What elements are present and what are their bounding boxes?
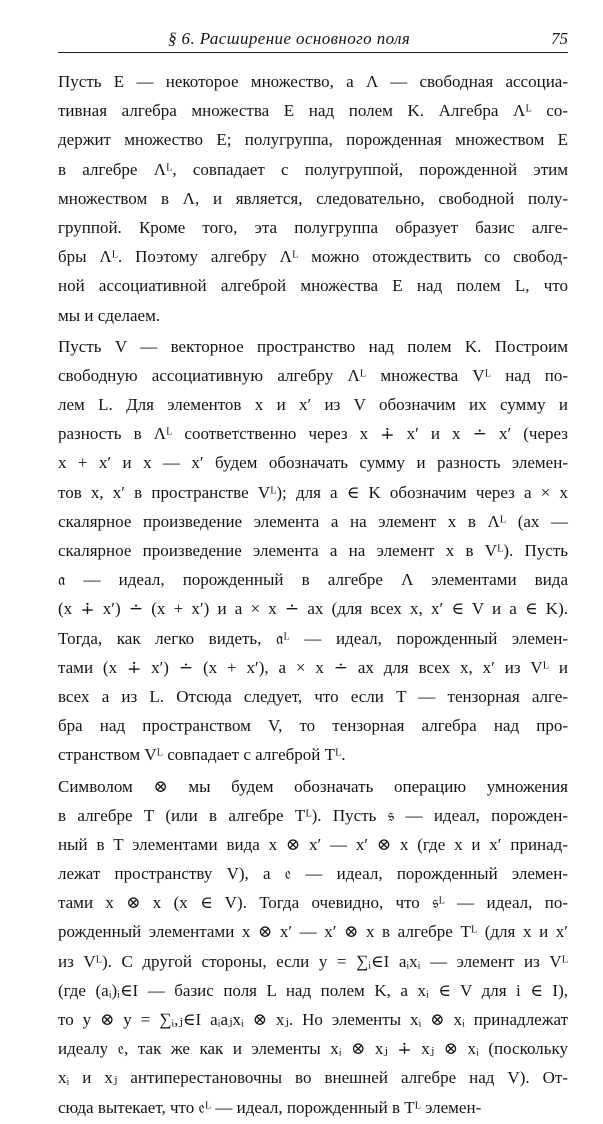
- text-line: ный в T элементами вида x ⊗ x′ — x′ ⊗ x (где x и x′ принад-: [58, 834, 568, 854]
- text-line: скалярное произведение элемента a на элемент x в Λᴸ (ax —: [58, 511, 568, 531]
- paragraph: [58, 332, 568, 770]
- paragraph: [58, 67, 568, 330]
- text-line: множеством в Λ, и является, следовательно, свободной полу-: [58, 188, 568, 208]
- text-line: скалярное произведение элемента a на элемент x в Vᴸ). Пусть: [58, 541, 568, 560]
- text-line: держит множество E; полугруппа, порожденная множеством E: [58, 130, 568, 150]
- paragraph: [58, 772, 568, 1122]
- text-line: тивная алгебра множества E над полем K. Алгебра Λᴸ со-: [58, 101, 568, 121]
- text-line: 𝔞 — идеал, порожденный в алгебре Λ элементами вида: [58, 570, 568, 590]
- text-line: группой. Кроме того, эта полугруппа образует базис алге-: [58, 217, 568, 237]
- text-line: разность в Λᴸ соответственно через x ∔ x′ и x ∸ x′ (через: [58, 424, 568, 444]
- text-line: Пусть V — векторное пространство над полем K. Построим: [58, 336, 568, 356]
- text-line: в алгебре Λᴸ, совпадает с полугруппой, порожденной этим: [58, 159, 568, 179]
- text-line: лем L. Для элементов x и x′ из V обозначим их сумму и: [58, 395, 568, 415]
- text-line: странством Vᴸ совпадает с алгеброй Tᴸ.: [58, 745, 346, 765]
- text-line: x + x′ и x — x′ будем обозначать сумму и разность элемен-: [58, 453, 568, 473]
- text-line: из Vᴸ). С другой стороны, если y = ∑ᵢ∈I aᵢxᵢ — элемент из Vᴸ: [58, 951, 568, 971]
- text-line: бры Λᴸ. Поэтому алгебру Λᴸ можно отождествить со свобод-: [58, 247, 568, 267]
- text-line: всех a из L. Отсюда следует, что если T — тензорная алге-: [58, 686, 568, 706]
- chapter-title: § 6. Расширение основного поля: [168, 29, 411, 48]
- text-line: (x ∔ x′) ∸ (x + x′) и a × x ∸ ax (для всех x, x′ ∈ V и a ∈ K).: [58, 599, 568, 619]
- text-line: Пусть E — некоторое множество, а Λ — свободная ассоциа-: [58, 72, 568, 91]
- text-line: в алгебре T (или в алгебре Tᴸ). Пусть 𝔰 — идеал, порожден-: [58, 805, 568, 825]
- text-line: рожденный элементами x ⊗ x′ — x′ ⊗ x в алгебре Tᴸ (для x и x′: [58, 922, 568, 942]
- text-line: Символом ⊗ мы будем обозначать операцию умножения: [58, 776, 568, 796]
- text-line: сюда вытекает, что 𝔢ᴸ — идеал, порожденный в Tᴸ элемен-: [58, 1097, 482, 1117]
- page-number: 75: [551, 29, 568, 48]
- text-line: мы и сделаем.: [58, 305, 161, 325]
- text-line: то y ⊗ y = ∑ᵢ,ⱼ∈I aᵢaⱼxᵢ ⊗ xⱼ. Но элементы xᵢ ⊗ xᵢ принадлежат: [58, 1010, 568, 1029]
- text-line: Тогда, как легко видеть, 𝔞ᴸ — идеал, порожденный элемен-: [58, 628, 568, 648]
- text-line: тами (x ∔ x′) ∸ (x + x′), a × x ∸ ax для всех x, x′ из Vᴸ и: [58, 657, 568, 677]
- text-line: тов x, x′ в пространстве Vᴸ); для a ∈ K обозначим через a × x: [58, 482, 568, 502]
- text-line: (где (aᵢ)ᵢ∈I — базис поля L над полем K, а xᵢ ∈ V для i ∈ I),: [58, 980, 568, 1000]
- text-line: бра над пространством V, то тензорная алгебра над про-: [58, 716, 568, 736]
- text-line: лежат пространству V), а 𝔢 — идеал, порожденный элемен-: [58, 864, 568, 884]
- text-line: xᵢ и xⱼ антиперестановочны во внешней алгебре над V). От-: [58, 1068, 568, 1088]
- text-line: свободную ассоциативную алгебру Λᴸ множества Vᴸ над по-: [58, 365, 568, 385]
- body-text: [58, 67, 568, 1124]
- text-line: тами x ⊗ x (x ∈ V). Тогда очевидно, что 𝔰ᴸ — идеал, по-: [58, 893, 568, 913]
- text-line: ной ассоциативной алгеброй множества E над полем L, что: [58, 276, 568, 296]
- text-line: идеалу 𝔢, так же как и элементы xᵢ ⊗ xⱼ ∔ xⱼ ⊗ xᵢ (поскольку: [58, 1039, 568, 1059]
- running-header: [58, 22, 568, 53]
